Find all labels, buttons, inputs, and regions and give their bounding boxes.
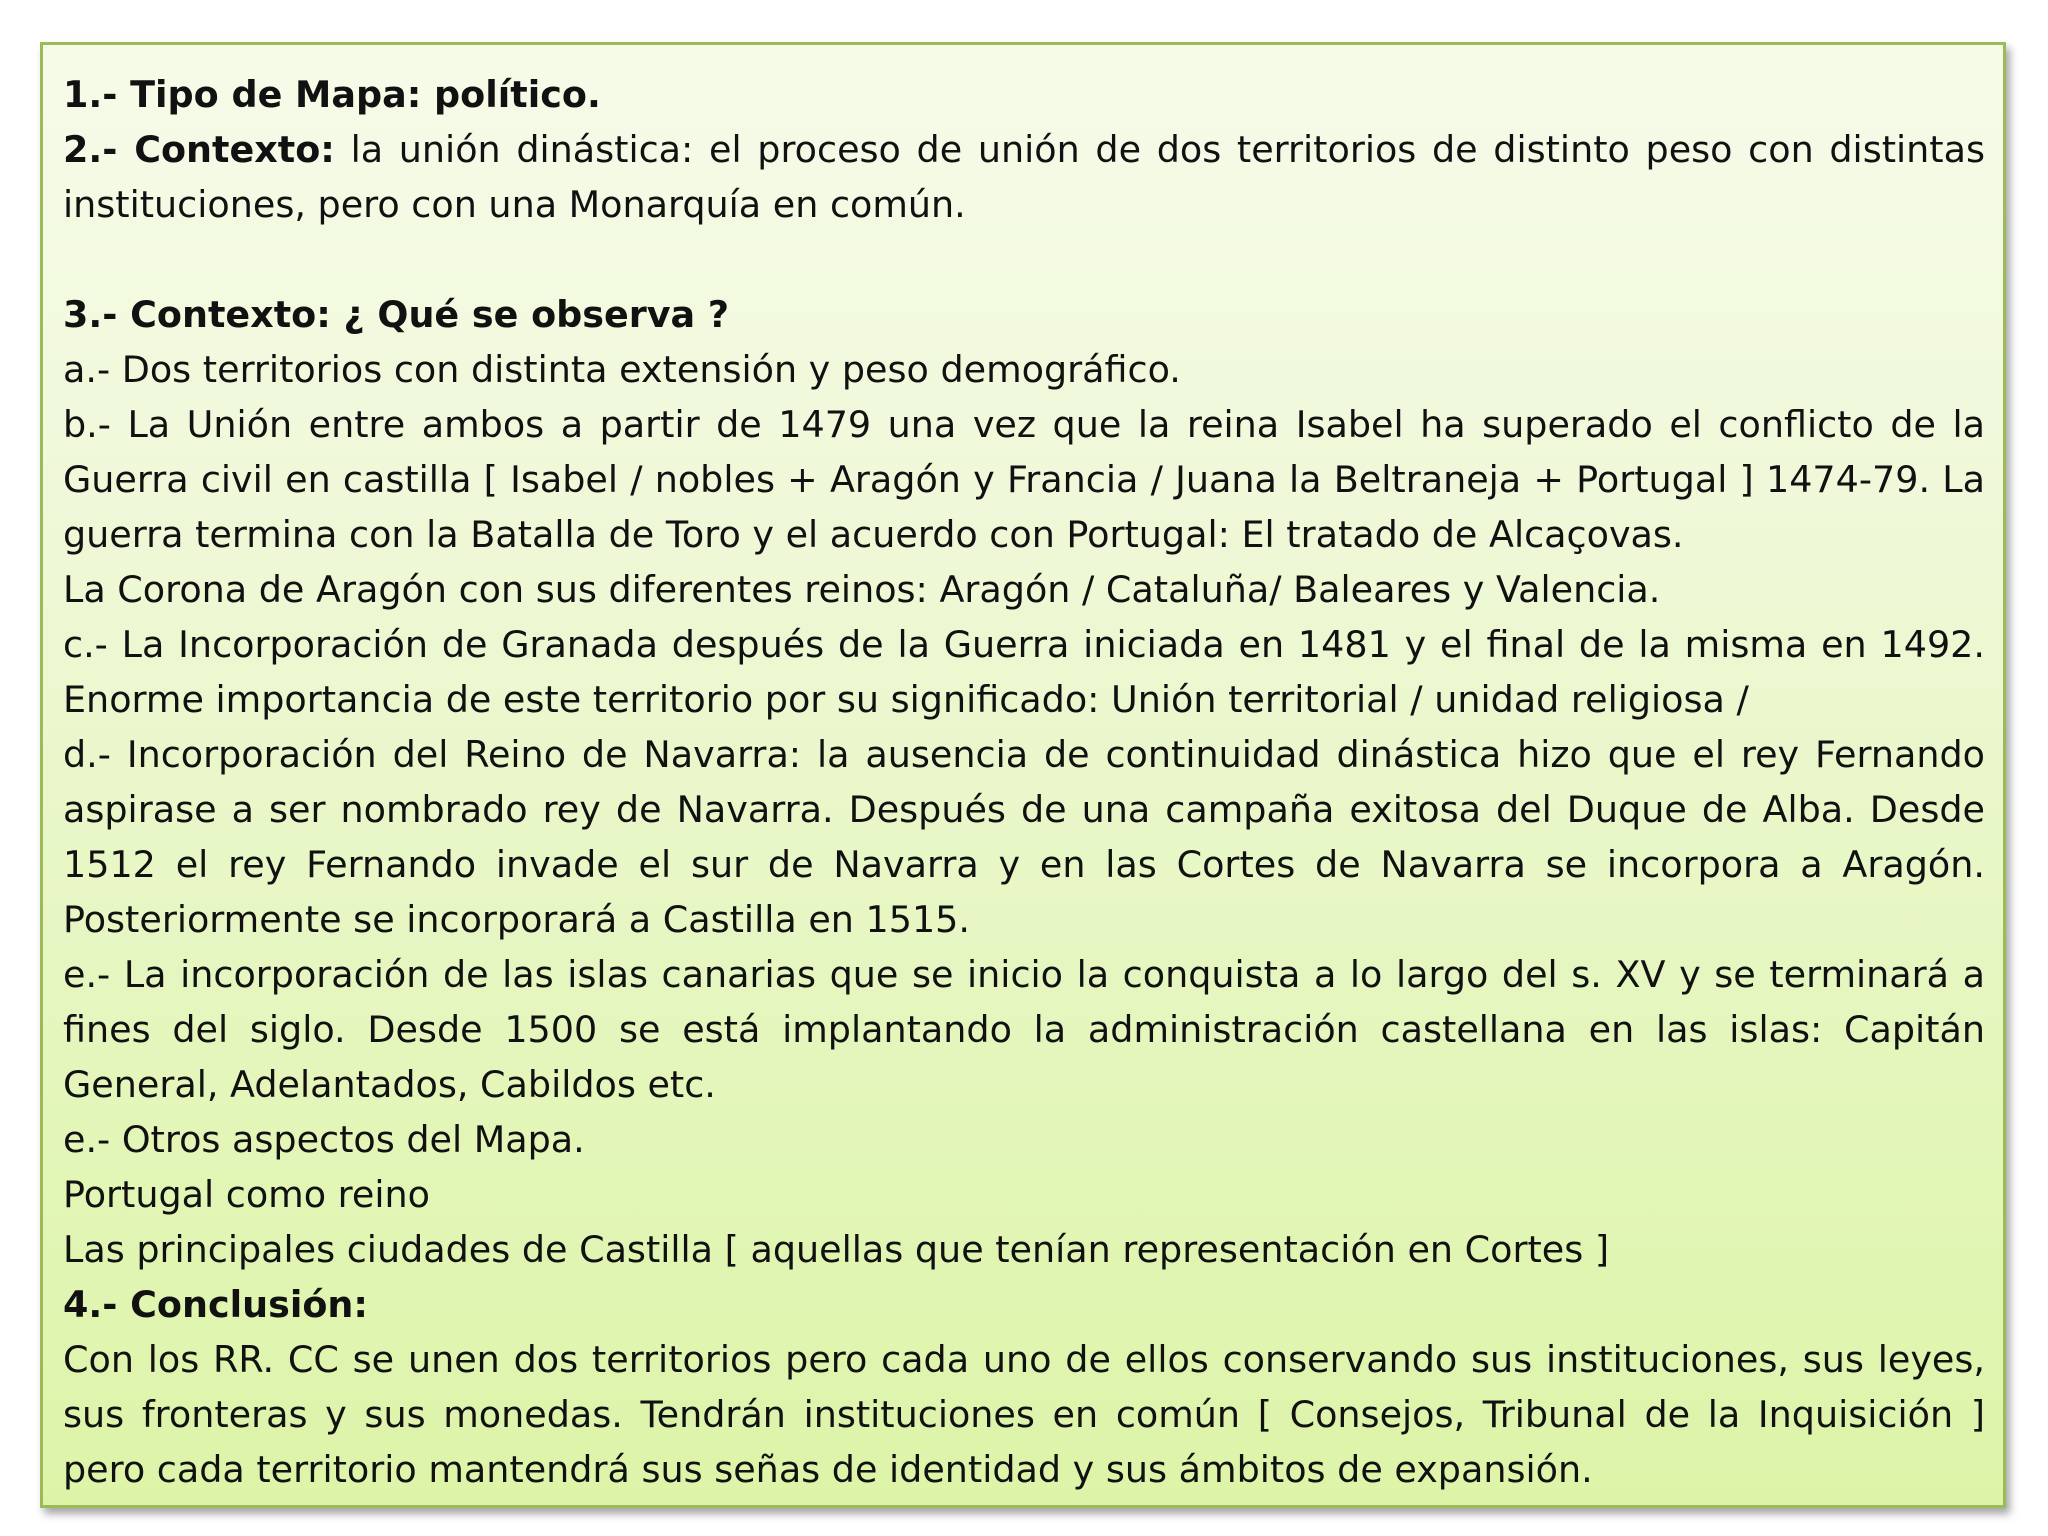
context-text: la unión dinástica: el proceso de unión de dos territorios de distinto peso con distintas instituciones, pero con una Monarquía en común.	[63, 128, 1985, 226]
item-b: b.- La Unión entre ambos a partir de 1479 una vez que la reina Isabel ha superado el conflicto de la Guerra civil en castilla [ Isabel / nobles + Aragón y Francia / Juana la Beltraneja + Portugal ] 1474-79. La guerra termina con la Batalla de Toro y el acuerdo con Portugal: El tratado de Alcaçovas.	[63, 403, 1985, 556]
item-c: c.- La Incorporación de Granada después de la Guerra iniciada en 1481 y el final de la misma en 1492. Enorme importancia de este territorio por su significado: Unión territorial / unidad religiosa /	[63, 623, 1985, 721]
item-e-other: e.- Otros aspectos del Mapa.	[63, 1118, 585, 1161]
text-box	[40, 42, 2006, 1508]
item-b-extra: La Corona de Aragón con sus diferentes reinos: Aragón / Cataluña/ Baleares y Valencia.	[63, 568, 1661, 611]
heading-observation: 3.- Contexto: ¿ Qué se observa ?	[63, 293, 730, 336]
item-d: d.- Incorporación del Reino de Navarra: la ausencia de continuidad dinástica hizo que el rey Fernando aspirase a ser nombrado rey de Navarra. Después de una campaña exitosa del Duque de Alba. Desde 1512 el rey Fernando invade el sur de Navarra y en las Cortes de Navarra se incorpora a Aragón. Posteriormente se incorporará a Castilla en 1515.	[63, 733, 1985, 941]
context-label: 2.- Contexto:	[63, 128, 335, 171]
item-ciudades: Las principales ciudades de Castilla [ aquellas que tenían representación en Cortes ]	[63, 1228, 1610, 1271]
heading-map-type: 1.- Tipo de Mapa: político.	[63, 73, 601, 116]
item-a: a.- Dos territorios con distinta extensión y peso demográfico.	[63, 348, 1181, 391]
heading-conclusion: 4.- Conclusión:	[63, 1283, 368, 1326]
item-e-canarias: e.- La incorporación de las islas canarias que se inicio la conquista a lo largo del s. XV y se terminará a fines del siglo. Desde 1500 se está implantando la administración castellana en las islas: Capitán General, Adelantados, Cabildos etc.	[63, 953, 1985, 1106]
conclusion-text: Con los RR. CC se unen dos territorios pero cada uno de ellos conservando sus instituciones, sus leyes, sus fronteras y sus monedas. Tendrán instituciones en común [ Consejos, Tribunal de la Inquisición ] pero cada territorio mantendrá sus señas de identidad y sus ámbitos de expansión.	[63, 1338, 1985, 1491]
item-portugal: Portugal como reino	[63, 1173, 430, 1216]
context-paragraph	[63, 122, 1985, 232]
spacer	[63, 232, 1985, 287]
